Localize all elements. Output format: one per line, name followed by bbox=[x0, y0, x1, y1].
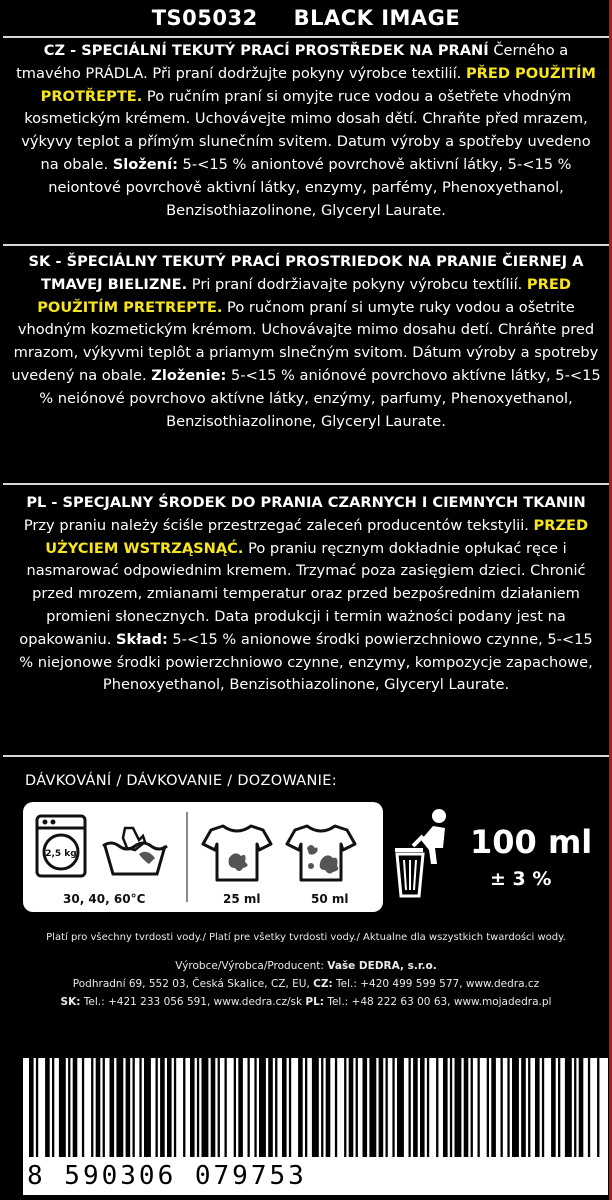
address: Podhradní 69, 552 03, Česká Skalice, CZ, EU, bbox=[72, 978, 314, 990]
pl-text-1: Przy praniu należy ściśle przestrzegać zaleceń producentów tekstylii. bbox=[23, 516, 534, 534]
pl-section bbox=[11, 492, 601, 697]
product-label bbox=[3, 0, 609, 1200]
dose-light: 25 ml bbox=[223, 892, 261, 906]
tidyman-recycle-icon bbox=[391, 808, 461, 898]
washing-machine-icon bbox=[35, 814, 87, 878]
pl-heading: PL - SPECJALNY ŚRODEK DO PRANIA CZARNYCH I CIEMNYCH TKANIN bbox=[26, 494, 586, 511]
cz-warning: PŘED POUŽITÍM PROTŘEPTE. bbox=[40, 64, 596, 105]
producer-line bbox=[3, 960, 609, 972]
divider bbox=[3, 244, 609, 246]
pl-composition: 5-<15 % anionowe środki powierzchniowo czynne, 5-<15 % niejonowe środki powierzchniowo czynne, enzymy, kompozycje zapachowe, Phenoxyethanol, Benzisothiazolinone, Glyceryl Laurate. bbox=[19, 630, 593, 694]
barcode-digits: 8 590306 079753 bbox=[27, 1161, 307, 1191]
sk-warning: PRED POUŽITÍM PRETREPTE. bbox=[37, 275, 571, 316]
tshirt-light-stain-icon bbox=[201, 822, 273, 884]
cz-composition: 5-<15 % aniontové povrchově aktivní látky, 5-<15 % neiontové povrchově aktivní látky, enzymy, parfémy, Phenoxyethanol, Benzisothiazolinone, Glyceryl Laurate. bbox=[48, 155, 572, 219]
pl-contact: Tel.: +48 222 63 00 63, www.mojadedra.pl bbox=[323, 996, 552, 1008]
tshirt-heavy-stain-icon bbox=[285, 822, 357, 884]
sk-text-2: Po ručnom praní si umyte ruky vodou a ošetrite vhodným kozmetickým krémom. Uchovávajte mimo dosahu detí. Chráňte pred mrazom, výkyvmi teplôt a priamym slnečným svitom. Dátum výroby a spotreby uvedený na obale. bbox=[11, 298, 599, 384]
cz-section bbox=[11, 40, 601, 222]
hand-wash-icon bbox=[99, 824, 171, 878]
divider bbox=[186, 812, 188, 902]
dosing-panel bbox=[23, 802, 383, 912]
cz-composition-label: Složení: bbox=[112, 155, 178, 173]
load-weight: 2,5 kg bbox=[45, 849, 77, 859]
divider bbox=[3, 755, 609, 757]
producer-address bbox=[3, 978, 609, 990]
product-name: BLACK IMAGE bbox=[293, 6, 461, 30]
volume: 100 ml bbox=[470, 823, 593, 861]
cz-text-2: Po ručním praní si omyjte ruce vodou a ošetřete vhodným kosmetickým krémem. Uchovávejte mimo dosah dětí. Chraňte před mrazem, výkyvy teplot a přímým slunečním svitem. Datum výroby a spotřeby uvedeno na obale. bbox=[21, 87, 591, 173]
sk-section bbox=[11, 251, 601, 433]
wash-temperatures: 30, 40, 60°C bbox=[63, 892, 146, 906]
divider bbox=[3, 483, 609, 485]
sk-composition-label: Zloženie: bbox=[151, 366, 227, 384]
dosing-title: DÁVKOVÁNÍ / DÁVKOVANIE / DOZOWANIE: bbox=[25, 773, 337, 789]
pl-contact-label: PL: bbox=[305, 996, 324, 1008]
sk-contact-label: SK: bbox=[60, 996, 81, 1008]
sk-contact: Tel.: +421 233 056 591, www.dedra.cz/sk bbox=[80, 996, 306, 1008]
dose-heavy: 50 ml bbox=[311, 892, 349, 906]
pl-composition-label: Skład: bbox=[116, 630, 168, 648]
cz-contact: Tel.: +420 499 599 577, www.dedra.cz bbox=[332, 978, 540, 990]
cz-contact-label: CZ: bbox=[313, 978, 333, 990]
sk-heading: SK - ŠPECIÁLNY TEKUTÝ PRACÍ PROSTRIEDOK NA PRANIE ČIERNEJ A TMAVEJ BIELIZNE. bbox=[28, 253, 584, 293]
producer-name: Vaše DEDRA, s.r.o. bbox=[327, 960, 437, 972]
cz-heading: CZ - SPECIÁLNÍ TEKUTÝ PRACÍ PROSTŘEDEK NA PRANÍ bbox=[43, 42, 489, 59]
producer-label: Výrobce/Výrobca/Producent: bbox=[175, 960, 324, 972]
cz-text-1: Černého a tmavého PRÁDLA. Při praní dodržujte pokyny výrobce textilií. bbox=[16, 42, 569, 82]
pl-text-2: Po praniu ręcznym dokładnie opłukać ręce i nasmarować odpowiednim kremem. Trzymać poza zasięgiem dzieci. Chronić przed mrozem, zmianami temperatur oraz przed bezpośrednim działaniem promieni słonecznych. Data produkcji i termin ważności podany jest na opakowaniu. bbox=[19, 539, 586, 648]
contacts-line bbox=[3, 996, 609, 1008]
barcode-number bbox=[23, 1157, 608, 1195]
sk-composition: 5-<15 % aniónové povrchovo aktívne látky, 5-<15 % neiónové povrchovo aktívne látky, enzýmy, parfumy, Phenoxyethanol, Benzisothiazolinone, Glyceryl Laurate. bbox=[39, 366, 601, 430]
volume-tolerance: ± 3 % bbox=[490, 868, 552, 890]
sk-text-1: Pri praní dodržiavajte pokyny výrobcu textílií. bbox=[187, 275, 527, 293]
divider bbox=[3, 36, 609, 38]
product-code: TS05032 bbox=[151, 6, 258, 30]
water-hardness-note: Platí pro všechny tvrdosti vody./ Platí pre všetky tvrdosti vody./ Aktualne dla wszystkich twardości wody. bbox=[46, 932, 566, 943]
pl-warning: PRZED UŻYCIEM WSTRZĄSNĄĆ. bbox=[45, 516, 589, 557]
product-title bbox=[3, 6, 609, 30]
